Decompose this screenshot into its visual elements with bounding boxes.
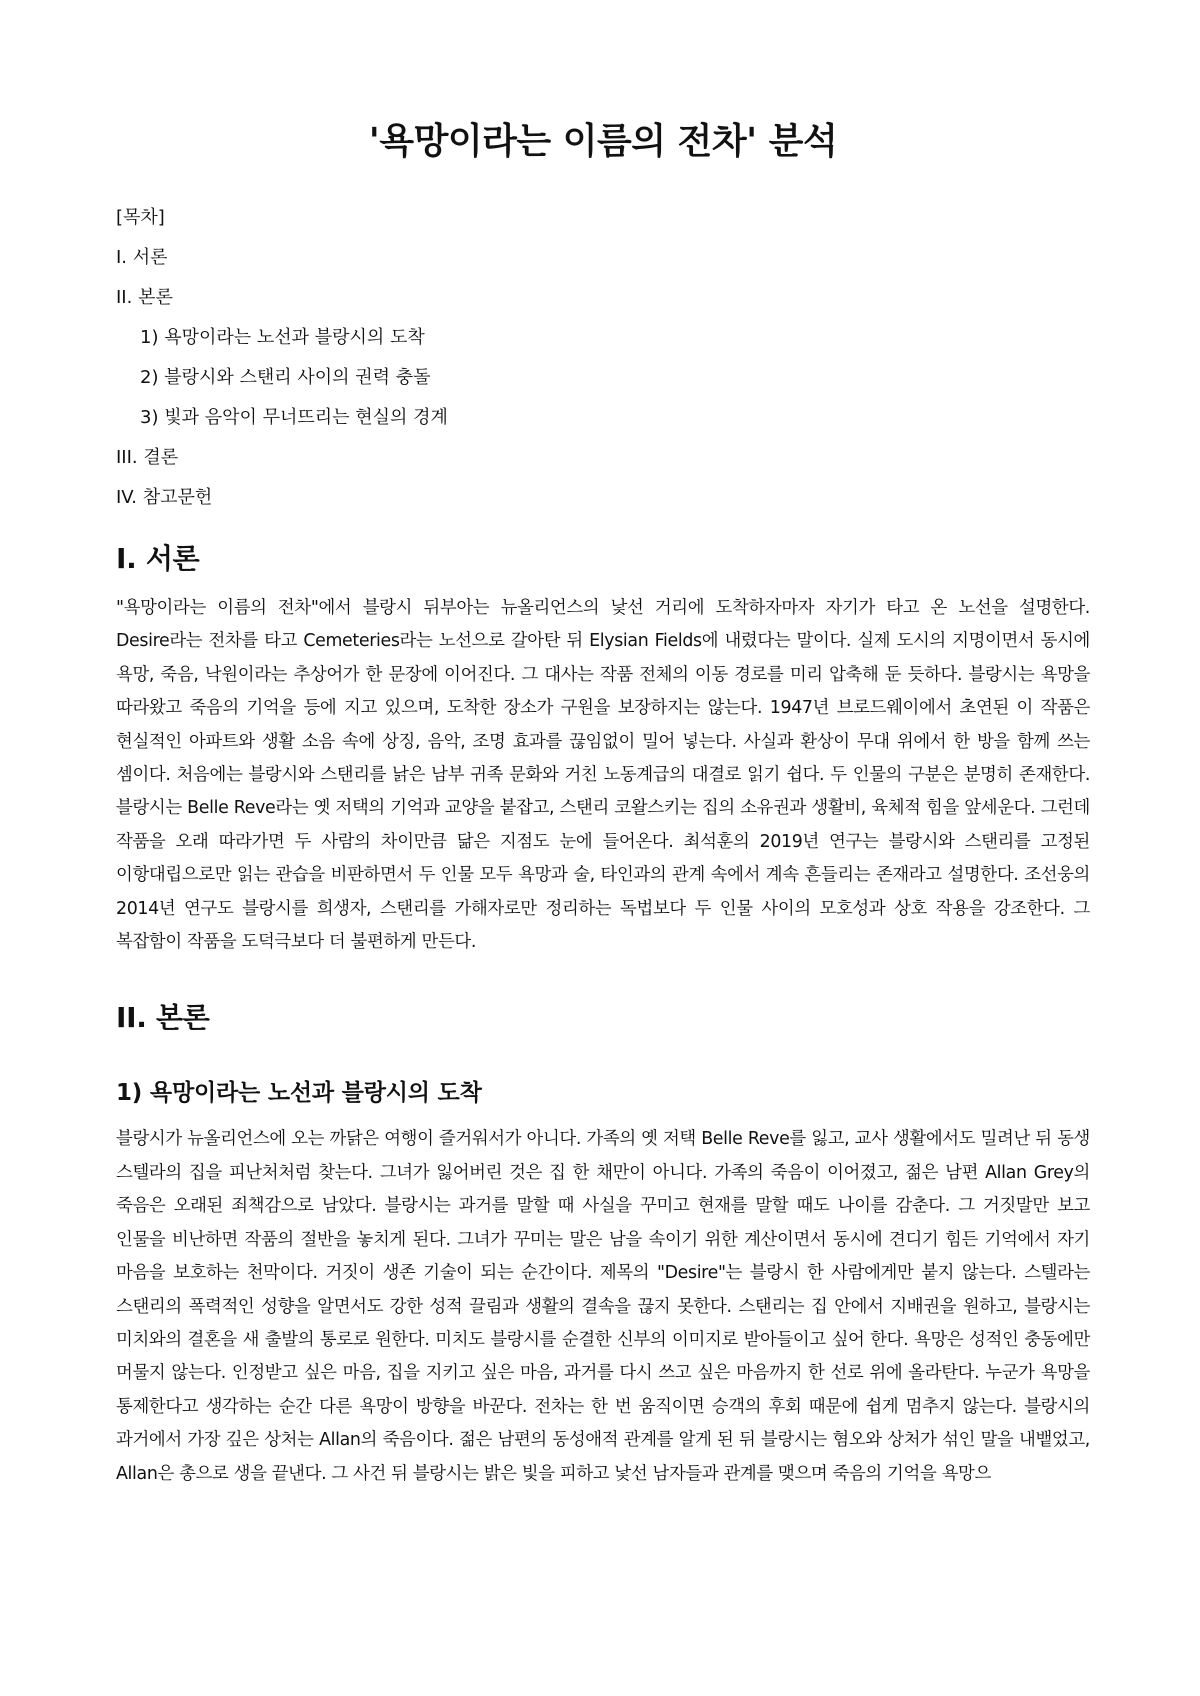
toc-item-introduction: I. 서론 <box>116 247 168 268</box>
toc-item-subsection-3: 3) 빛과 음악이 무너뜨리는 현실의 경계 <box>140 407 448 428</box>
toc-list <box>116 246 1090 510</box>
section-heading-body: II. 본론 <box>116 1001 210 1035</box>
toc-item-body: II. 본론 <box>116 287 173 308</box>
table-of-contents <box>116 206 1090 510</box>
section-introduction <box>116 540 1090 959</box>
toc-item-references: IV. 참고문헌 <box>116 487 213 508</box>
paragraph-subsection-1: 블랑시가 뉴올리언스에 오는 까닭은 여행이 즐거워서가 아니다. 가족의 옛 저택 Belle Reve를 잃고, 교사 생활에서도 밀려난 뒤 동생 스텔라의 집을 피난처처럼 찾는다. 그녀가 잃어버린 것은 집 한 채만이 아니다. 가족의 죽음이 이어졌고, 젊은 남편 Allan Grey의 죽음은 오래된 죄책감으로 남았다. 블랑시는 과거를 말할 때 사실을 꾸미고 현재를 말할 때도 나이를 감춘다. 그 거짓말만 보고 인물을 비난하면 작품의 절반을 놓치게 된다. 그녀가 꾸미는 말은 남을 속이기 위한 계산이면서 동시에 견디기 힘든 기억에서 자기 마음을 보호하는 천막이다. 거짓이 생존 기술이 되는 순간이다. 제목의 "Desire"는 블랑시 한 사람에게만 붙지 않는다. 스텔라는 스탠리의 폭력적인 성향을 알면서도 강한 성적 끌림과 생활의 결속을 끊지 못한다. 스탠리는 집 안에서 지배권을 원하고, 블랑시는 미치와의 결혼을 새 출발의 통로로 원한다. 미치도 블랑시를 순결한 신부의 이미지로 받아들이고 싶어 한다. 욕망은 성적인 충동에만 머물지 않는다. 인정받고 싶은 마음, 집을 지키고 싶은 마음, 과거를 다시 쓰고 싶은 마음까지 한 선로 위에 올라탄다. 누군가 욕망을 통제한다고 생각하는 순간 다른 욕망이 방향을 바꾼다. 전차는 한 번 움직이면 승객의 후회 때문에 쉽게 멈추지 않는다. 블랑시의 과거에서 가장 깊은 상처는 Allan의 죽음이다. 젊은 남편의 동성애적 관계를 알게 된 뒤 블랑시는 혐오와 상처가 섞인 말을 내뱉었고, Allan은 총으로 생을 끝낸다. 그 사건 뒤 블랑시는 밝은 빛을 피하고 낯선 남자들과 관계를 맺으며 죽음의 기억을 욕망으 <box>116 1129 1091 1484</box>
toc-item-conclusion: III. 결론 <box>116 447 179 468</box>
subsection-heading-1: 1) 욕망이라는 노선과 블랑시의 도착 <box>116 1080 482 1107</box>
toc-item-subsection-1: 1) 욕망이라는 노선과 블랑시의 도착 <box>140 327 425 348</box>
toc-item-subsection-2: 2) 블랑시와 스탠리 사이의 권력 충돌 <box>140 367 431 388</box>
document-title: '욕망이라는 이름의 전차' 분석 <box>368 121 838 162</box>
section-heading-introduction: I. 서론 <box>116 542 200 575</box>
section-body <box>116 999 1090 1490</box>
paragraph-introduction: "욕망이라는 이름의 전차"에서 블랑시 뒤부아는 뉴올리언스의 낯선 거리에 도착하자마자 자기가 타고 온 노선을 설명한다. Desire라는 전차를 타고 Cemeteries라는 노선으로 갈아탄 뒤 Elysian Fields에 내렸다는 말이다. 실제 도시의 지명이면서 동시에 욕망, 죽음, 낙원이라는 추상어가 한 문장에 이어진다. 그 대사는 작품 전체의 이동 경로를 미리 압축해 둔 듯하다. 블랑시는 욕망을 따라왔고 죽음의 기억을 등에 지고 있으며, 도착한 장소가 구원을 보장하지는 않는다. 1947년 브로드웨이에서 초연된 이 작품은 현실적인 아파트와 생활 소음 속에 상징, 음악, 조명 효과를 끊임없이 밀어 넣는다. 사실과 환상이 무대 위에서 한 방을 함께 쓰는 셈이다. 처음에는 블랑시와 스탠리를 낡은 남부 귀족 문화와 거친 노동계급의 대결로 읽기 쉽다. 두 인물의 구분은 분명히 존재한다. 블랑시는 Belle Reve라는 옛 저택의 기억과 교양을 붙잡고, 스탠리 코왈스키는 집의 소유권과 생활비, 육체적 힘을 앞세운다. 그런데 작품을 오래 따라가면 두 사람의 차이만큼 닮은 지점도 눈에 들어온다. 최석훈의 2019년 연구는 블랑시와 스탠리를 고정된 이항대립으로만 읽는 관습을 비판하면서 두 인물 모두 욕망과 술, 타인과의 관계 속에서 계속 흔들리는 존재라고 설명한다. 조선웅의 2014년 연구도 블랑시를 희생자, 스탠리를 가해자로만 정리하는 독법보다 두 인물 사이의 모호성과 상호 작용을 강조한다. 그 복잡함이 작품을 도덕극보다 더 불편하게 만든다. <box>116 598 1090 953</box>
toc-heading: [목차] <box>116 207 165 228</box>
